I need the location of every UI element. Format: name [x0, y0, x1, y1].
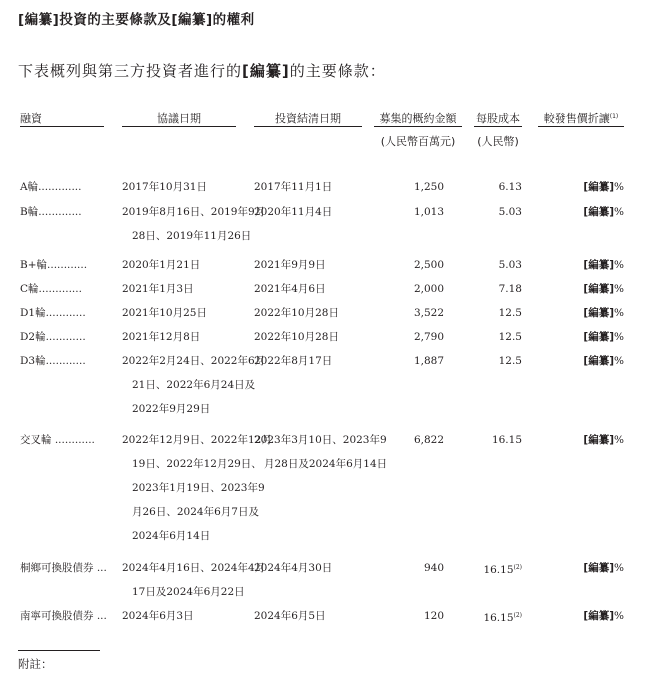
percent-sign: %: [614, 331, 624, 343]
cell-amount: 6,822: [413, 434, 444, 446]
cell-discount: [538, 604, 624, 628]
percent-sign: %: [614, 610, 624, 622]
cell-agreement-date: 2021年1月3日: [122, 283, 194, 295]
cell-settlement-date: 2022年10月28日: [254, 331, 339, 343]
cell-cost: [474, 200, 522, 224]
cell-cost: [474, 556, 522, 582]
cell-round: C輪.............: [20, 283, 82, 295]
cost-value: 12.5: [498, 355, 522, 367]
cell-amount: 120: [423, 610, 444, 622]
cell-amount: 3,522: [413, 307, 444, 319]
cell-agreement-date: 19日、2022年12月29日、: [132, 458, 262, 470]
header-underline-cost: [474, 126, 522, 127]
cell-cost: [474, 349, 522, 373]
cell-round: B輪.............: [20, 206, 82, 218]
section-title: [編纂]投資的主要條款及[編纂]的權利: [18, 12, 255, 28]
cell-cost: [474, 604, 522, 630]
cell-amount: 2,000: [413, 283, 444, 295]
cell-discount: [538, 325, 624, 349]
cell-agreement-date: 2024年4月16日、2024年4月: [122, 562, 266, 574]
cost-value: 5.03: [498, 206, 522, 218]
percent-sign: %: [614, 259, 624, 271]
cell-amount: 2,790: [413, 331, 444, 343]
header-amount: 募集的概約金額: [379, 112, 457, 125]
cell-discount: [538, 277, 624, 301]
cell-agreement-date: 2024年6月14日: [132, 530, 211, 542]
cell-agreement-date: 21日、2022年6月24日及: [132, 379, 256, 391]
redacted-value: [編纂]: [583, 562, 615, 574]
cell-cost: [474, 277, 522, 301]
cell-discount: [538, 428, 624, 452]
redacted-value: [編纂]: [583, 206, 615, 218]
cost-value: 6.13: [498, 181, 522, 193]
cell-agreement-date: 月26日、2024年6月7日及: [132, 506, 259, 518]
cell-agreement-date: 17日及2024年6月22日: [132, 586, 245, 598]
header-underline-amount: [374, 126, 462, 127]
percent-sign: %: [614, 307, 624, 319]
cell-agreement-date: 2022年12月9日、2022年12月: [122, 434, 272, 446]
redacted-value: [編纂]: [583, 610, 615, 622]
cell-settlement-date: 2023年3月10日、2023年9: [254, 434, 387, 446]
cell-settlement-date: 2024年6月5日: [254, 610, 326, 622]
header-discount: [538, 110, 624, 126]
redacted-value: [編纂]: [583, 283, 615, 295]
header-cost: 每股成本: [476, 112, 520, 125]
header-cost-unit: (人民幣): [477, 135, 519, 148]
redacted-value: [編纂]: [583, 434, 615, 446]
header-underline-settlement: [254, 126, 362, 127]
cost-value: 16.15: [483, 564, 514, 576]
header-agreement-date: 協議日期: [157, 112, 201, 125]
cell-agreement-date: 2020年1月21日: [122, 259, 201, 271]
cell-amount: 940: [423, 562, 444, 574]
cell-round: B+輪............: [20, 259, 88, 271]
cell-round: A輪.............: [20, 181, 82, 193]
cell-discount: [538, 556, 624, 580]
header-settlement-date: 投資結清日期: [275, 112, 341, 125]
cost-value: 5.03: [498, 259, 522, 271]
cell-agreement-date: 2022年9月29日: [132, 403, 211, 415]
cell-discount: [538, 175, 624, 199]
cell-cost: [474, 253, 522, 277]
cell-agreement-date: 2017年10月31日: [122, 181, 207, 193]
cell-settlement-date: 2021年4月6日: [254, 283, 326, 295]
cell-discount: [538, 301, 624, 325]
cell-discount: [538, 349, 624, 373]
header-underline-round: [20, 126, 104, 127]
cell-settlement-date: 2022年8月17日: [254, 355, 333, 367]
percent-sign: %: [614, 206, 624, 218]
cell-round: 桐鄉可換股債券 ...: [20, 562, 107, 574]
cell-amount: 1,250: [413, 181, 444, 193]
cost-value: 16.15: [483, 612, 514, 624]
intro-text: [18, 60, 386, 81]
cost-footnote-marker: (2): [513, 612, 522, 619]
cell-agreement-date: 2023年1月19日、2023年9: [132, 482, 265, 494]
cell-agreement-date: 2019年8月16日、2019年9月: [122, 206, 266, 218]
percent-sign: %: [614, 283, 624, 295]
cell-agreement-date: 2022年2月24日、2022年6月: [122, 355, 266, 367]
cell-amount: 1,887: [413, 355, 444, 367]
cell-settlement-date: 2024年4月30日: [254, 562, 333, 574]
header-underline-discount: [538, 126, 624, 127]
percent-sign: %: [614, 355, 624, 367]
cell-round: D2輪............: [20, 331, 86, 343]
cost-value: 12.5: [498, 307, 522, 319]
cost-value: 7.18: [498, 283, 522, 295]
cost-value: 12.5: [498, 331, 522, 343]
footnote-label: 附註：: [18, 657, 53, 671]
cost-footnote-marker: (2): [513, 564, 522, 571]
redacted-value: [編纂]: [583, 307, 615, 319]
cell-agreement-date: 2021年12月8日: [122, 331, 201, 343]
cell-round: 交叉輪 ............: [20, 434, 95, 446]
header-underline-agreement: [122, 126, 236, 127]
cost-value: 16.15: [491, 434, 522, 446]
cell-discount: [538, 200, 624, 224]
cell-round: D1輪............: [20, 307, 86, 319]
footnote-divider: [18, 650, 100, 651]
cell-discount: [538, 253, 624, 277]
header-discount-label: 較發售價折讓: [543, 112, 610, 125]
percent-sign: %: [614, 562, 624, 574]
intro-before: 下表概列與第三方投資者進行的: [18, 62, 243, 80]
header-amount-unit: (人民幣百萬元): [380, 135, 456, 148]
intro-after: 的主要條款：: [289, 62, 386, 80]
cell-agreement-date: 28日、2019年11月26日: [132, 230, 252, 242]
redacted-value: [編纂]: [583, 331, 615, 343]
intro-redacted: [編纂]: [242, 62, 290, 80]
cell-cost: [474, 428, 522, 452]
cell-round: D3輪............: [20, 355, 86, 367]
cell-settlement-date: 2022年10月28日: [254, 307, 339, 319]
percent-sign: %: [614, 181, 624, 193]
cell-settlement-date: 2021年9月9日: [254, 259, 326, 271]
cell-cost: [474, 301, 522, 325]
cell-amount: 2,500: [413, 259, 444, 271]
cell-settlement-date: 2017年11月1日: [254, 181, 333, 193]
percent-sign: %: [614, 434, 624, 446]
cell-agreement-date: 2021年10月25日: [122, 307, 207, 319]
redacted-value: [編纂]: [583, 355, 615, 367]
header-discount-note: (1): [609, 113, 619, 120]
cell-agreement-date: 2024年6月3日: [122, 610, 194, 622]
redacted-value: [編纂]: [583, 181, 615, 193]
redacted-value: [編纂]: [583, 259, 615, 271]
cell-cost: [474, 175, 522, 199]
cell-amount: 1,013: [413, 206, 444, 218]
cell-settlement-date: 2020年11月4日: [254, 206, 333, 218]
cell-round: 南寧可換股債券 ...: [20, 610, 107, 622]
cell-cost: [474, 325, 522, 349]
cell-settlement-date: 月28日及2024年6月14日: [264, 458, 388, 470]
header-round: 融資: [20, 112, 42, 125]
